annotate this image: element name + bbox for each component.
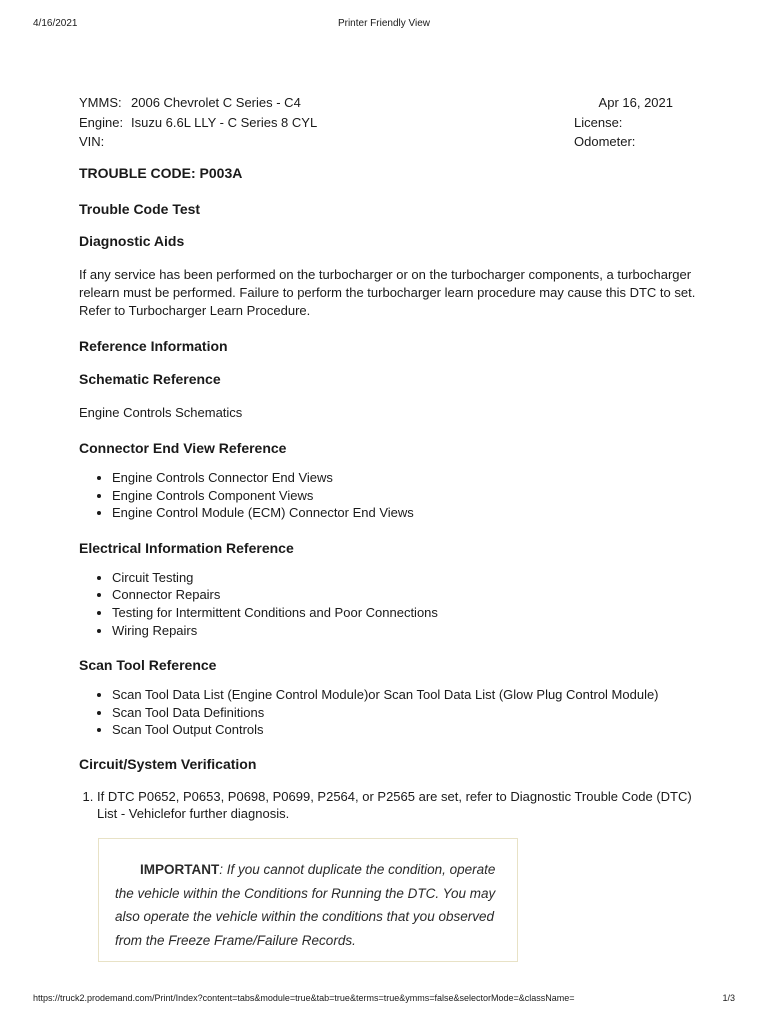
list-item[interactable]: • Engine Controls Component Views — [112, 487, 699, 505]
electrical-info-heading: Electrical Information Reference — [79, 539, 294, 556]
engine-row — [79, 113, 317, 133]
vin-label: VIN: — [79, 134, 105, 149]
engine-value: Isuzu 6.6L LLY - C Series 8 CYL — [131, 114, 318, 130]
schematic-reference-heading: Schematic Reference — [79, 371, 221, 387]
list-item[interactable]: • Engine Controls Connector End Views — [112, 469, 699, 487]
engine-label: Engine: — [79, 114, 124, 130]
list-item[interactable]: • Scan Tool Data Definitions — [112, 704, 699, 722]
ymms-label: YMMS: — [79, 95, 122, 110]
ymms-row — [79, 93, 317, 113]
verification-step: 1. If DTC P0652, P0653, P0698, P0699, P2564, or P2565 are set, refer to Diagnostic Trouble Code (DTC) List - Vehiclefor further diagnosis. — [97, 788, 699, 823]
license-label: License: — [574, 114, 623, 130]
odometer-label: Odometer: — [574, 134, 636, 149]
scan-tool-list — [79, 686, 699, 739]
report-date: Apr 16, 2021 — [598, 95, 673, 110]
electrical-info-list — [79, 569, 699, 639]
verification-steps — [79, 788, 699, 823]
trouble-code-title: TROUBLE CODE: P003A — [79, 165, 243, 181]
list-item[interactable]: • Wiring Repairs — [112, 622, 699, 640]
important-note — [98, 838, 518, 962]
list-item[interactable]: • Circuit Testing — [112, 569, 699, 587]
diagnostic-aids-text: If any service has been performed on the turbocharger or on the turbocharger components, a turbocharger relearn must be performed. Failure to perform the turbocharger learn procedure may cause this DTC to set. Refer to Turbocharger Learn Procedure. — [79, 267, 696, 318]
page-number: 1/3 — [722, 993, 735, 1003]
diagnostic-aids-heading: Diagnostic Aids — [79, 233, 185, 249]
document-body — [79, 93, 699, 823]
vehicle-info — [79, 93, 699, 151]
reference-information-heading: Reference Information — [79, 338, 228, 354]
list-item[interactable]: • Scan Tool Output Controls — [112, 721, 699, 739]
trouble-code-test-heading: Trouble Code Test — [79, 201, 201, 217]
scan-tool-heading: Scan Tool Reference — [79, 657, 217, 674]
print-date: 4/16/2021 — [33, 18, 78, 29]
vin-row — [79, 132, 317, 152]
list-item[interactable]: • Testing for Intermittent Conditions and Poor Connections — [112, 604, 699, 622]
ymms-value: 2006 Chevrolet C Series - C4 — [131, 95, 301, 110]
verification-heading: Circuit/System Verification — [79, 755, 257, 772]
schematic-reference-link[interactable]: Engine Controls Schematics — [79, 405, 243, 420]
list-item[interactable]: • Engine Control Module (ECM) Connector End Views — [112, 504, 699, 522]
important-keyword: IMPORTANT — [140, 862, 220, 877]
print-header-title: Printer Friendly View — [337, 18, 431, 29]
list-item[interactable]: • Connector Repairs — [112, 586, 699, 604]
connector-end-view-list — [79, 469, 699, 522]
print-url: https://truck2.prodemand.com/Print/Index?content=tabs&module=true&tab=true&terms=true&ymms=false&selectorMode=&className= — [33, 993, 575, 1003]
list-item[interactable]: • Scan Tool Data List (Engine Control Module)or Scan Tool Data List (Glow Plug Control Module) — [112, 686, 699, 704]
connector-end-view-heading: Connector End View Reference — [79, 440, 287, 456]
important-text: : If you cannot duplicate the condition, operate the vehicle within the Conditions for Running the DTC. You may also operate the vehicle within the conditions that you observed from the Freeze Frame/Failure Records. — [115, 862, 496, 949]
